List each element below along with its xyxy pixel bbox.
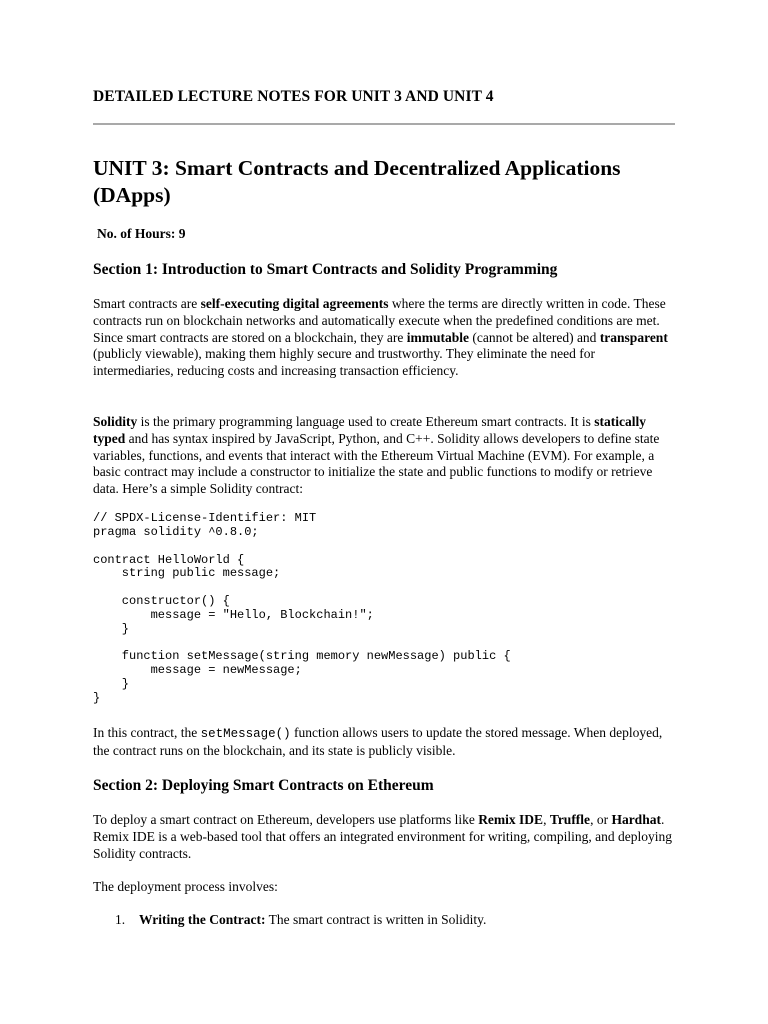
section-2-paragraph-1 xyxy=(93,812,677,862)
emphasis-text: transparent xyxy=(599,329,668,345)
text-run: function allows users to update the stored message. When deployed, the contract runs on the blockchain, and its state is publicly visible. xyxy=(93,725,663,758)
emphasis-text: Remix IDE xyxy=(478,812,544,827)
document-header: DETAILED LECTURE NOTES FOR UNIT 3 AND UNIT 4 xyxy=(93,88,494,105)
text-run: is the primary programming language used to create Ethereum smart contracts. It is xyxy=(137,414,595,429)
list-number: 1. xyxy=(115,912,126,927)
section-1-paragraph-1 xyxy=(93,296,677,380)
text-run: . Remix IDE is a web-based tool that offers an integrated environment for writing, compiling, and deploying Solidity contracts. xyxy=(93,812,672,861)
numbered-list xyxy=(115,912,486,928)
emphasis-text: immutable xyxy=(406,329,469,345)
text-run: (cannot be altered) and xyxy=(469,329,600,345)
emphasis-text: Truffle xyxy=(549,812,591,827)
text-run: where the terms are directly written in code. These contracts run on blockchain networks and automatically execute when the predefined conditions are met. Since smart contracts are stored on a blockchain, they are xyxy=(93,296,666,345)
text-run: In this contract, the xyxy=(93,725,201,740)
section-1-paragraph-3 xyxy=(93,725,677,760)
emphasis-text: self-executing digital agreements xyxy=(200,296,389,311)
list-item-label: Writing the Contract: xyxy=(139,912,266,927)
section-2-paragraph-2: The deployment process involves: xyxy=(93,879,278,894)
unit-title: UNIT 3: Smart Contracts and Decentralized Applications (DApps) xyxy=(93,156,621,207)
text-run: , xyxy=(543,812,550,827)
emphasis-text: statically typed xyxy=(93,414,646,446)
list-item xyxy=(115,912,486,928)
hours-label: No. of Hours: 9 xyxy=(97,226,186,241)
emphasis-text: Hardhat xyxy=(611,812,661,827)
section-1-paragraph-2 xyxy=(93,414,677,498)
solidity-code-block: // SPDX-License-Identifier: MIT pragma solidity ^0.8.0; contract HelloWorld { string public message; constructor() { message = "Hello, Blockchain!"; } function setMessage(string memory newMessage) public { message = newMessage; } } xyxy=(93,511,511,705)
list-item-text: The smart contract is written in Solidity. xyxy=(265,912,487,927)
text-run: (publicly viewable), making them highly secure and trustworthy. They eliminate the need for intermediaries, reducing costs and increasing transaction efficiency. xyxy=(93,346,595,379)
text-run: , or xyxy=(590,812,612,827)
section-1-title: Section 1: Introduction to Smart Contracts and Solidity Programming xyxy=(93,261,558,278)
inline-code: setMessage() xyxy=(200,727,291,741)
section-2-title: Section 2: Deploying Smart Contracts on Ethereum xyxy=(93,777,434,794)
text-run: To deploy a smart contract on Ethereum, developers use platforms like xyxy=(93,812,479,827)
text-run: Smart contracts are xyxy=(93,296,201,311)
emphasis-text: Solidity xyxy=(93,414,138,429)
horizontal-rule xyxy=(93,123,675,125)
text-run: and has syntax inspired by JavaScript, Python, and C++. Solidity allows developers to define state variables, functions, and events that interact with the Ethereum Virtual Machine (EVM). For example, a basic contract may include a constructor to initialize the state and public functions to modify or retrieve data. Here’s a simple Solidity contract: xyxy=(93,430,660,497)
